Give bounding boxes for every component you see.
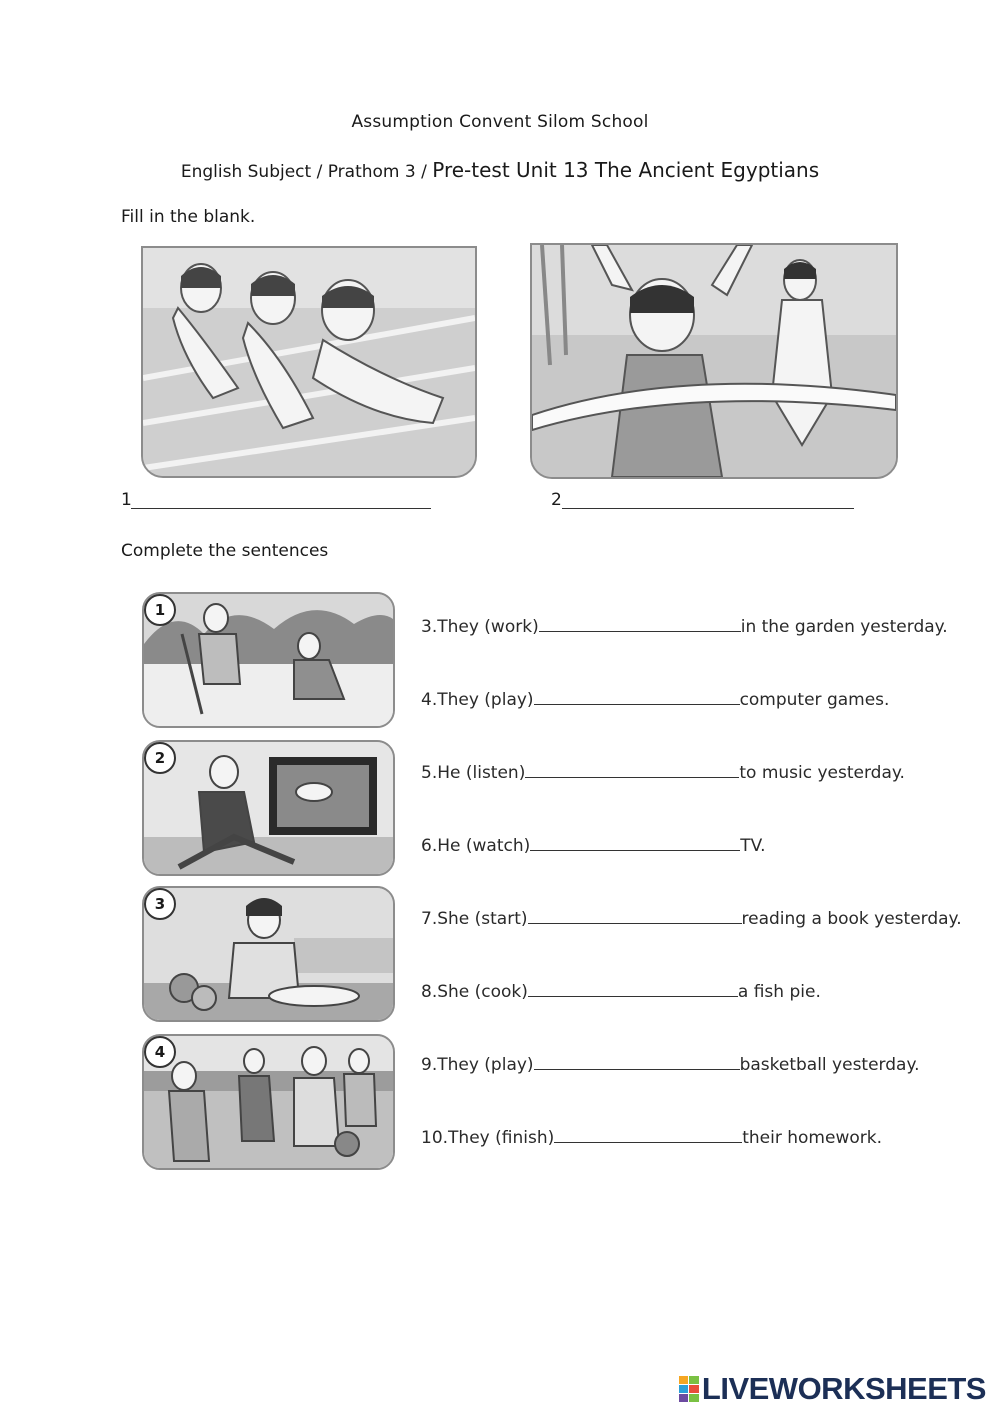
complete-sentences-instruction: Complete the sentences xyxy=(121,541,329,561)
egyptian-race-start-image xyxy=(141,246,477,478)
sentence-5-blank[interactable] xyxy=(525,761,739,778)
sentence-5 xyxy=(421,761,905,783)
logo-tile xyxy=(689,1394,699,1402)
sentence-10-blank[interactable] xyxy=(554,1126,742,1143)
sentence-8-prompt: 8.She (cook) xyxy=(421,982,528,1002)
sentence-4 xyxy=(421,688,889,710)
subject-line xyxy=(0,158,1000,182)
school-name: Assumption Convent Silom School xyxy=(351,112,649,132)
sentence-5-prompt: 5.He (listen) xyxy=(421,763,526,783)
sentence-6 xyxy=(421,834,765,856)
picture-badge-1: 1 xyxy=(144,594,176,626)
sentence-9-prompt: 9.They (play) xyxy=(421,1055,534,1075)
sentence-4-ending: computer games. xyxy=(739,690,890,710)
sentence-6-ending: TV. xyxy=(740,836,766,856)
sentence-4-blank[interactable] xyxy=(534,688,740,705)
item-number-1: 1 xyxy=(121,490,132,510)
sentence-4-prompt: 4.They (play) xyxy=(421,690,534,710)
subject-prefix: English Subject / Prathom 3 / xyxy=(180,162,433,182)
logo-tile xyxy=(679,1394,689,1402)
logo-tile xyxy=(689,1376,699,1384)
liveworksheets-logo-text: LIVEWORKSHEETS xyxy=(701,1371,986,1406)
sentence-7-blank[interactable] xyxy=(528,907,742,924)
logo-tile xyxy=(679,1385,689,1393)
cooking-image xyxy=(142,886,395,1022)
logo-tile xyxy=(679,1376,689,1384)
sentence-8-ending: a fish pie. xyxy=(737,982,821,1002)
liveworksheets-logo-icon xyxy=(679,1376,699,1402)
sentence-9-blank[interactable] xyxy=(534,1053,740,1070)
sentence-8 xyxy=(421,980,821,1002)
sentence-7 xyxy=(421,907,962,929)
sentence-6-blank[interactable] xyxy=(530,834,740,851)
sentence-10 xyxy=(421,1126,882,1148)
sentence-7-ending: reading a book yesterday. xyxy=(741,909,962,929)
sentence-3 xyxy=(421,615,948,637)
sentence-10-prompt: 10.They (finish) xyxy=(421,1128,555,1148)
watching-tv-image xyxy=(142,740,395,876)
sentence-6-prompt: 6.He (watch) xyxy=(421,836,531,856)
answer-blank-1[interactable] xyxy=(131,508,431,509)
sentence-5-ending: to music yesterday. xyxy=(739,763,905,783)
fill-blank-instruction: Fill in the blank. xyxy=(121,207,256,227)
sentence-9 xyxy=(421,1053,920,1075)
liveworksheets-logo[interactable] xyxy=(679,1372,986,1406)
sentence-3-prompt: 3.They (work) xyxy=(421,617,539,637)
sentence-9-ending: basketball yesterday. xyxy=(739,1055,920,1075)
picture-badge-2: 2 xyxy=(144,742,176,774)
test-title: Pre-test Unit 13 The Ancient Egyptians xyxy=(432,158,820,182)
logo-tile xyxy=(689,1385,699,1393)
picture-badge-3: 3 xyxy=(144,888,176,920)
item-number-2: 2 xyxy=(551,490,562,510)
answer-blank-2[interactable] xyxy=(562,508,854,509)
sentence-3-blank[interactable] xyxy=(539,615,741,632)
egyptian-race-finish-image xyxy=(530,243,898,479)
basketball-image xyxy=(142,1034,395,1170)
sentence-7-prompt: 7.She (start) xyxy=(421,909,528,929)
sentence-10-ending: their homework. xyxy=(742,1128,882,1148)
sentence-8-blank[interactable] xyxy=(528,980,738,997)
sentence-3-ending: in the garden yesterday. xyxy=(740,617,948,637)
gardening-image xyxy=(142,592,395,728)
picture-badge-4: 4 xyxy=(144,1036,176,1068)
